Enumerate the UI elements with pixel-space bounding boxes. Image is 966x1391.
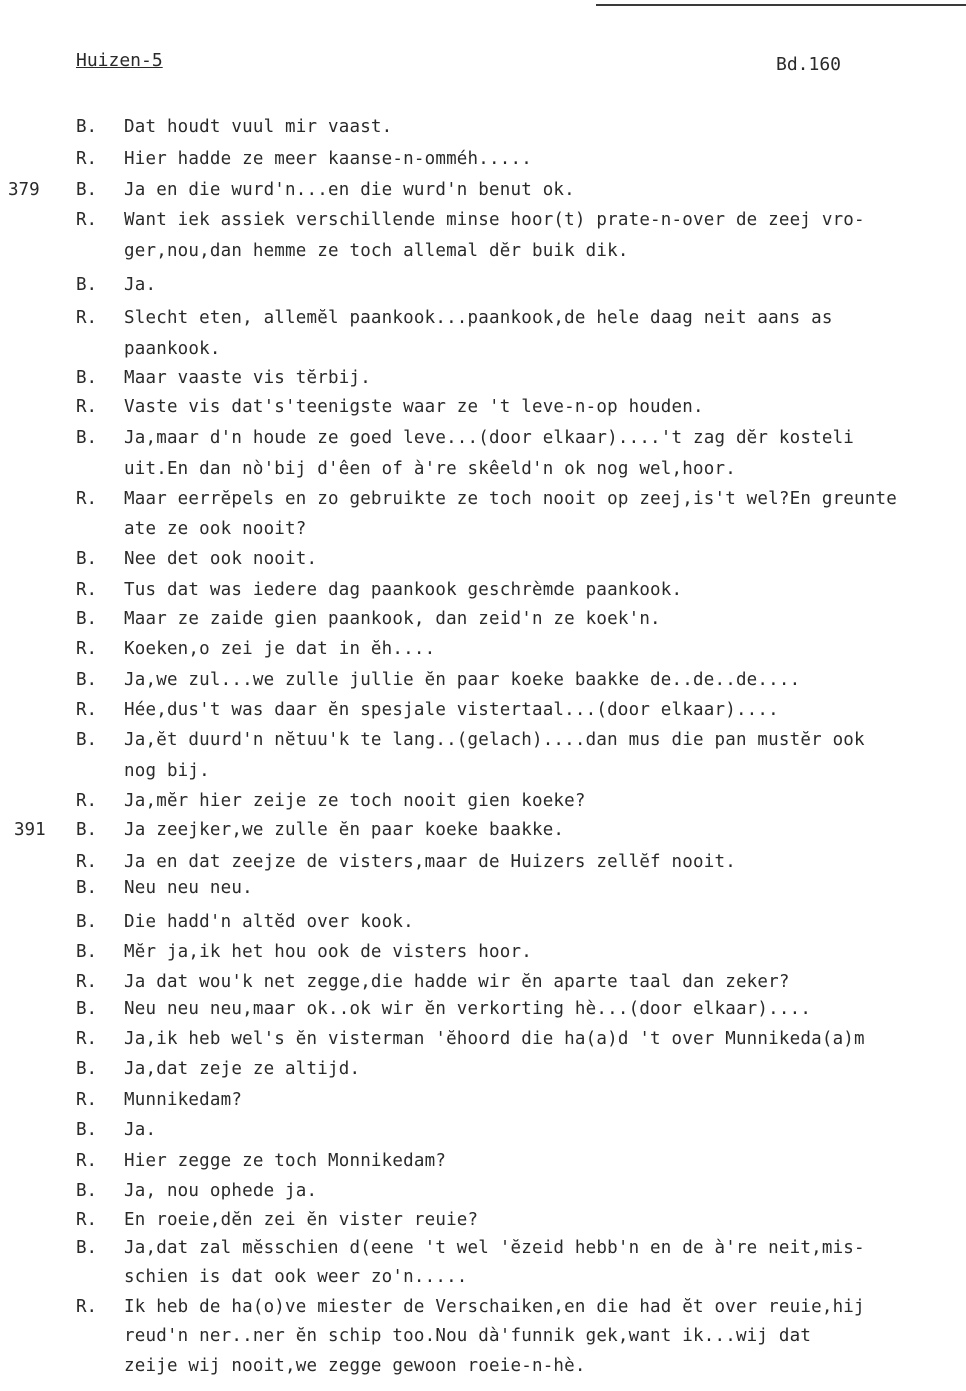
speaker-label: B.	[76, 1238, 98, 1258]
line-text: Hée,dus't was daar ĕn spesjale vistertaal...(door elkaar)....	[124, 700, 779, 720]
line-text: Nee det ook nooit.	[124, 549, 318, 569]
transcript-line	[0, 516, 966, 542]
transcript-line	[0, 636, 966, 662]
line-text: Ja zeejker,we zulle ĕn paar koeke baakke.	[124, 820, 565, 840]
transcript-line	[0, 909, 966, 935]
speaker-label: R.	[76, 397, 98, 417]
speaker-label: R.	[76, 489, 98, 509]
page-reference: Bd.160	[776, 54, 842, 75]
speaker-label: R.	[76, 852, 98, 872]
line-text: nog bij.	[124, 761, 210, 781]
speaker-label: B.	[76, 1120, 98, 1140]
line-text: Die hadd'n altĕd over kook.	[124, 912, 414, 932]
speaker-label: R.	[76, 1151, 98, 1171]
line-text: Ja,ĕt duurd'n nĕtuu'k te lang..(gelach)....dan mus die pan mustĕr ook	[124, 730, 865, 750]
transcript-line	[0, 727, 966, 753]
line-text: Dat houdt vuul mir vaast.	[124, 117, 393, 137]
speaker-label: B.	[76, 117, 98, 137]
transcript-line	[0, 1207, 966, 1233]
transcript-line	[0, 577, 966, 603]
line-number: 391	[14, 820, 46, 840]
transcript-line	[0, 114, 966, 140]
line-text: Maar ze zaide gien paankook, dan zeid'n ze koek'n.	[124, 609, 661, 629]
transcript-line	[0, 272, 966, 298]
line-text: Slecht eten, allemĕl paankook...paankook,de hele daag neit aans as	[124, 308, 833, 328]
transcript-line	[0, 817, 966, 843]
transcript-line	[0, 1178, 966, 1204]
speaker-label: R.	[76, 639, 98, 659]
transcript-line	[0, 667, 966, 693]
transcript-line	[0, 546, 966, 572]
line-text: Hier hadde ze meer kaanse-n-omméh.....	[124, 149, 532, 169]
line-text: Koeken,o zei je dat in ĕh....	[124, 639, 436, 659]
transcript-line	[0, 697, 966, 723]
transcript-line	[0, 939, 966, 965]
speaker-label: R.	[76, 700, 98, 720]
transcript-line	[0, 365, 966, 391]
speaker-label: B.	[76, 428, 98, 448]
transcript-line	[0, 394, 966, 420]
line-text: uit.En dan nò'bij d'êen of à're skêeld'n ok nog wel,hoor.	[124, 459, 736, 479]
line-text: Ja,dat zal mĕsschien d(eene 't wel 'ĕzeid hebb'n en de à're neit,mis-	[124, 1238, 865, 1258]
line-text: Maar eerrĕpels en zo gebruikte ze toch nooit op zeej,is't wel?En greunte	[124, 489, 897, 509]
transcript-line	[0, 305, 966, 331]
speaker-label: B.	[76, 942, 98, 962]
line-text: Ja,maar d'n houde ze goed leve...(door elkaar)....'t zag dĕr kosteli	[124, 428, 855, 448]
speaker-label: B.	[76, 368, 98, 388]
page-title: Huizen-5	[76, 50, 163, 71]
speaker-label: R.	[76, 308, 98, 328]
speaker-label: R.	[76, 1090, 98, 1110]
line-text: Ja en die wurd'n...en die wurd'n benut ok.	[124, 180, 575, 200]
transcript-line	[0, 849, 966, 875]
transcript-line	[0, 996, 966, 1022]
transcript-line	[0, 177, 966, 203]
transcript-line	[0, 1056, 966, 1082]
transcript-line	[0, 1294, 966, 1320]
transcript-line	[0, 1087, 966, 1113]
line-text: Neu neu neu.	[124, 878, 253, 898]
line-text: paankook.	[124, 339, 221, 359]
transcript-line	[0, 1323, 966, 1349]
transcript-line	[0, 336, 966, 362]
transcript-line	[0, 1026, 966, 1052]
line-text: Hier zegge ze toch Monnikedam?	[124, 1151, 447, 1171]
line-text: Maar vaaste vis tĕrbij.	[124, 368, 371, 388]
line-text: Ja.	[124, 275, 157, 295]
transcript-line	[0, 207, 966, 233]
speaker-label: R.	[76, 1297, 98, 1317]
transcript-line	[0, 146, 966, 172]
speaker-label: R.	[76, 972, 98, 992]
speaker-label: R.	[76, 149, 98, 169]
transcript-line	[0, 1353, 966, 1379]
transcript-line	[0, 758, 966, 784]
line-text: Ja,we zul...we zulle jullie ĕn paar koeke baakke de..de..de....	[124, 670, 801, 690]
line-text: zeije wij nooit,we zegge gewoon roeie-n-hè.	[124, 1356, 586, 1376]
line-text: Munnikedam?	[124, 1090, 243, 1110]
transcript-line	[0, 1235, 966, 1261]
line-text: En roeie,dĕn zei ĕn vister reuie?	[124, 1210, 479, 1230]
speaker-label: R.	[76, 791, 98, 811]
transcript-line	[0, 1148, 966, 1174]
speaker-label: B.	[76, 730, 98, 750]
speaker-label: B.	[76, 609, 98, 629]
transcript-line	[0, 969, 966, 995]
line-text: Ja dat wou'k net zegge,die hadde wir ĕn aparte taal dan zeker?	[124, 972, 790, 992]
line-text: Neu neu neu,maar ok..ok wir ĕn verkorting hè...(door elkaar)....	[124, 999, 812, 1019]
line-text: Ik heb de ha(o)ve miester de Verschaiken,en die had ĕt over reuie,hij	[124, 1297, 865, 1317]
line-text: Ja,dat zeje ze altijd.	[124, 1059, 361, 1079]
speaker-label: B.	[76, 999, 98, 1019]
transcript-line	[0, 456, 966, 482]
line-text: Mĕr ja,ik het hou ook de visters hoor.	[124, 942, 532, 962]
line-text: Ja,mĕr hier zeije ze toch nooit gien koeke?	[124, 791, 586, 811]
speaker-label: B.	[76, 820, 98, 840]
line-text: reud'n ner..ner ĕn schip too.Nou dà'funnik gek,want ik...wij dat	[124, 1326, 812, 1346]
speaker-label: R.	[76, 580, 98, 600]
speaker-label: B.	[76, 670, 98, 690]
transcript-line	[0, 606, 966, 632]
transcript-line	[0, 425, 966, 451]
transcript-line	[0, 788, 966, 814]
speaker-label: B.	[76, 878, 98, 898]
speaker-label: B.	[76, 1181, 98, 1201]
line-text: Want iek assiek verschillende minse hoor(t) prate-n-over de zeej vro-	[124, 210, 865, 230]
line-text: Ja, nou ophede ja.	[124, 1181, 318, 1201]
speaker-label: B.	[76, 1059, 98, 1079]
transcript-line	[0, 1117, 966, 1143]
line-text: ger,nou,dan hemme ze toch allemal dĕr buik dik.	[124, 241, 629, 261]
transcript-line	[0, 486, 966, 512]
speaker-label: R.	[76, 210, 98, 230]
top-rule	[596, 4, 966, 6]
speaker-label: R.	[76, 1029, 98, 1049]
line-text: Vaste vis dat's'teenigste waar ze 't leve-n-op houden.	[124, 397, 704, 417]
line-text: Tus dat was iedere dag paankook geschrèmde paankook.	[124, 580, 683, 600]
speaker-label: R.	[76, 1210, 98, 1230]
speaker-label: B.	[76, 912, 98, 932]
line-text: Ja,ik heb wel's ĕn visterman 'ĕhoord die ha(a)d 't over Munnikeda(a)m	[124, 1029, 865, 1049]
line-text: schien is dat ook weer zo'n.....	[124, 1267, 468, 1287]
transcript-line	[0, 875, 966, 901]
speaker-label: B.	[76, 180, 98, 200]
transcript-line	[0, 1264, 966, 1290]
line-number: 379	[8, 180, 40, 200]
speaker-label: B.	[76, 275, 98, 295]
line-text: Ja.	[124, 1120, 157, 1140]
line-text: ate ze ook nooit?	[124, 519, 307, 539]
transcript-line	[0, 238, 966, 264]
speaker-label: B.	[76, 549, 98, 569]
line-text: Ja en dat zeejze de visters,maar de Huizers zellĕf nooit.	[124, 852, 736, 872]
